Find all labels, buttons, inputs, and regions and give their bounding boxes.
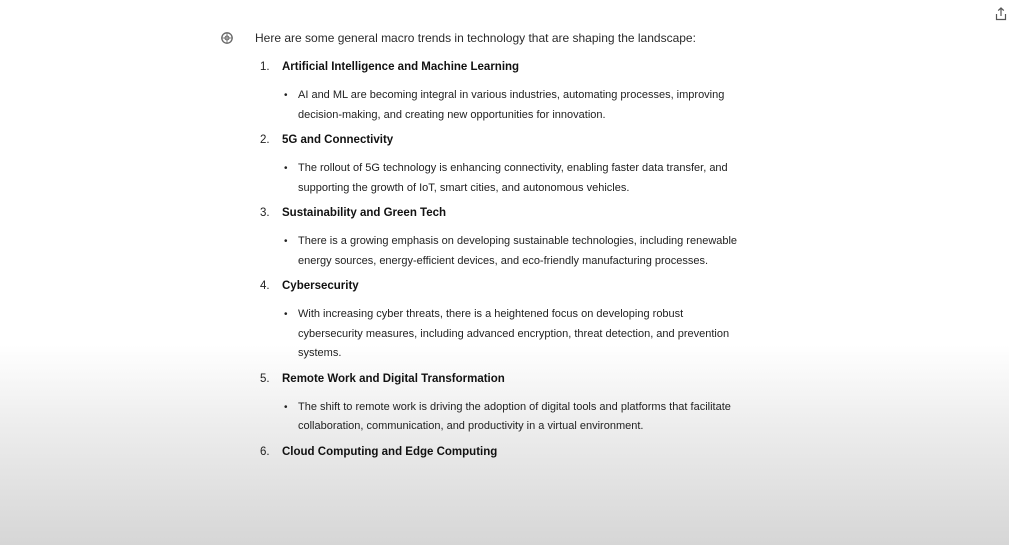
trend-item (255, 441, 755, 463)
trend-item (255, 275, 755, 364)
trend-title: 5G and Connectivity (282, 134, 394, 146)
bullet-text: The rollout of 5G technology is enhancing connectivity, enabling faster data transfer, and supporting the growth of IoT, smart cities, and autonomous vehicles. (298, 162, 728, 194)
share-icon[interactable] (995, 7, 1007, 21)
trend-bullet (255, 305, 755, 364)
trend-heading (255, 368, 755, 390)
trend-title: Cloud Computing and Edge Computing (282, 445, 498, 458)
bullet-dot: • (284, 309, 288, 320)
trend-number: 3. (260, 207, 270, 219)
trend-number: 2. (260, 134, 270, 146)
bullet-dot: • (284, 236, 288, 247)
bullet-text: AI and ML are becoming integral in various industries, automating processes, improving decision-making, and creating new opportunities for innovation. (298, 89, 725, 121)
trend-number: 6. (260, 445, 270, 458)
trend-item (255, 202, 755, 271)
trend-item (255, 368, 755, 437)
trend-item (255, 56, 755, 125)
trend-heading (255, 275, 755, 297)
trend-heading (255, 202, 755, 224)
trend-title: Remote Work and Digital Transformation (282, 372, 505, 385)
bullet-text: The shift to remote work is driving the adoption of digital tools and platforms that facilitate collaboration, communication, and productivity in a virtual environment. (298, 400, 731, 432)
trend-bullet (255, 398, 755, 437)
bullet-text: With increasing cyber threats, there is a heightened focus on developing robust cybersecurity measures, including advanced encryption, threat detection, and prevention systems. (298, 308, 730, 359)
trend-item (255, 129, 755, 198)
trend-title: Cybersecurity (282, 280, 359, 292)
bullet-dot: • (284, 401, 288, 413)
trend-bullet (255, 86, 755, 125)
assistant-message (255, 30, 755, 463)
trend-bullet (255, 159, 755, 198)
trend-heading (255, 129, 755, 151)
bullet-dot: • (284, 90, 288, 101)
trend-bullet (255, 232, 755, 271)
assistant-avatar-icon (220, 31, 234, 45)
trend-title: Sustainability and Green Tech (282, 207, 447, 219)
trend-number: 1. (260, 61, 270, 73)
trend-list (255, 56, 755, 463)
trend-heading (255, 56, 755, 78)
trend-number: 4. (260, 280, 270, 292)
message-intro: Here are some general macro trends in technology that are shaping the landscape: (255, 31, 696, 45)
trend-title: Artificial Intelligence and Machine Learning (282, 61, 520, 73)
trend-heading (255, 441, 755, 463)
bullet-dot: • (284, 163, 288, 174)
trend-number: 5. (260, 372, 270, 385)
bullet-text: There is a growing emphasis on developing sustainable technologies, including renewable energy sources, energy-efficient devices, and eco-friendly manufacturing processes. (298, 235, 738, 267)
